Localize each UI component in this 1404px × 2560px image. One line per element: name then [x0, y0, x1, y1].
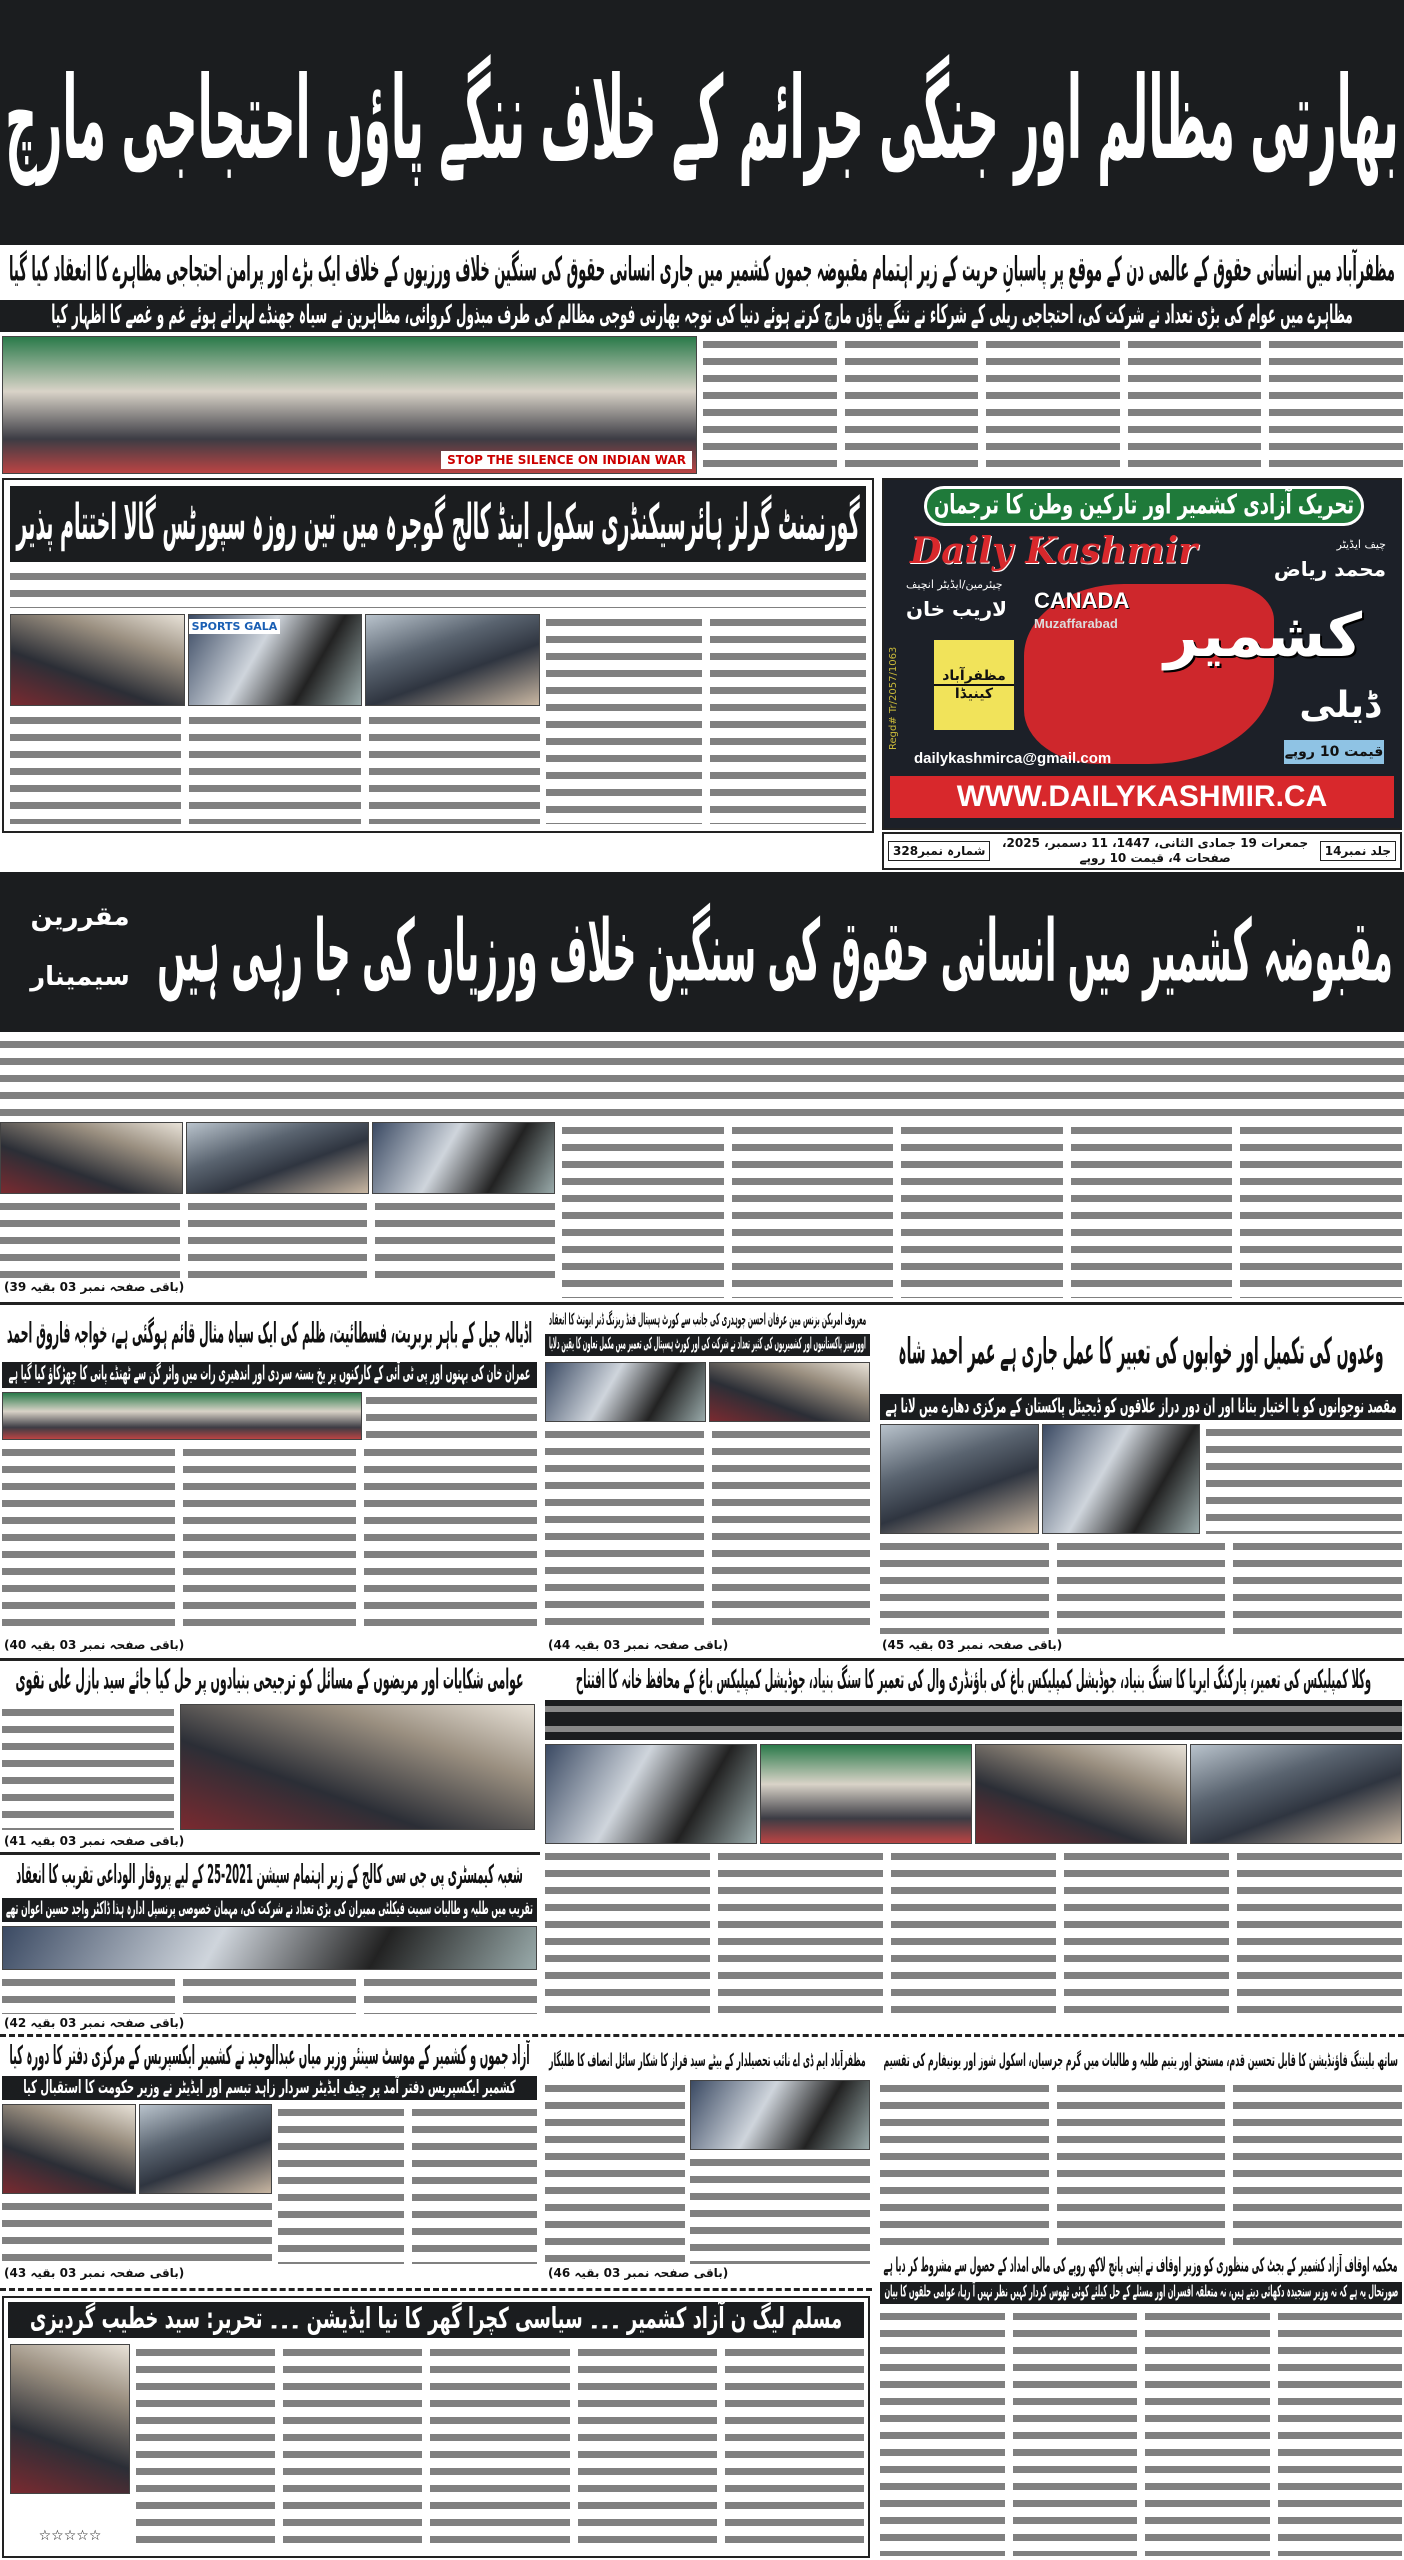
umar-photo — [880, 1424, 1039, 1534]
adiala-headline-text: اڈیالہ جیل کے باہر بربریت، فسطائیت، ظلم کی ایک سیاہ مثال قائم ہوگئی ہے، خواجہ فاروق احمد — [6, 1316, 533, 1351]
text-column — [703, 336, 837, 474]
text-column — [1057, 1538, 1226, 1634]
sports-photos — [10, 614, 540, 706]
seminar-headline-text: مقبوضہ کشمیر میں انسانی حقوق کی سنگین خلاف ورزیاں کی جا رہی ہیں — [157, 899, 1393, 1002]
auqaf-headline — [880, 2254, 1402, 2280]
text-column — [183, 1444, 356, 1634]
judicial-headline — [545, 1664, 1402, 1698]
health-photo — [180, 1704, 535, 1830]
text-column — [880, 2308, 1005, 2556]
text-column — [710, 614, 866, 824]
divider — [0, 2034, 1404, 2037]
text-column — [183, 1974, 356, 2014]
protest-photo — [2, 336, 697, 474]
chemistry-subhead — [2, 1898, 537, 1922]
text-column — [712, 1426, 871, 1634]
text-column — [1278, 2308, 1403, 2556]
lead-story-body — [703, 336, 1403, 474]
health-body — [2, 1704, 174, 1830]
column-headline-text: مسلم لیگ ن آزاد کشمیر ۔۔۔ سیاسی کچرا گھر کا نیا ایڈیشن ۔۔۔ تحریر: سید خطیب گردیزی — [29, 2302, 843, 2337]
text-column — [369, 712, 540, 824]
divider — [0, 1302, 1404, 1305]
chemistry-body — [2, 1974, 537, 2014]
sports-photo — [188, 614, 363, 706]
lead-subhead-2 — [0, 300, 1404, 332]
text-column — [0, 1198, 180, 1278]
chemistry-subhead-text: تقریب میں طلبہ و طالبات سمیت فیکلٹی ممبران کی بڑی تعداد نے شرکت کی، مہمان خصوصی پرنسپل ادارہ ہذا ڈاکٹر واجد حسین اعوان تھے — [6, 1898, 533, 1918]
text-column — [375, 1198, 555, 1278]
registration-number: Regd# Tr/2057/1063 — [888, 646, 899, 750]
text-column — [1013, 2308, 1138, 2556]
chairman-name: لاریب خان — [906, 597, 1008, 621]
seminar-continued: (باقی صفحہ نمبر 03 بقیہ 39) — [4, 1280, 185, 1294]
seminar-photo — [0, 1122, 183, 1194]
umar-photos — [880, 1424, 1200, 1534]
auqaf-subhead-text: صورتحال یہ ہے کہ نہ وزیر سنجیدہ دکھائی دیتے ہیں، نہ متعلقہ افسران اور مسئلے کے حل کیلئے کوئی ٹھوس کردار کہیں نظر نہیں آ رہا، عوامی حلقوں کا بیان — [884, 2282, 1398, 2301]
adiala-photo — [2, 1392, 362, 1440]
mda-headline-text: مظفرآباد ایم ڈی اے نائب تحصیلدار کے بیٹے سید فراز کا شکار سائل انصاف کا طلبگار — [549, 2050, 866, 2070]
masthead — [882, 478, 1402, 830]
text-column — [545, 1848, 710, 2018]
lead-subhead-2-text: مظاہرے میں عوام کی بڑی تعداد نے شرکت کی، احتجاجی ریلی کے شرکاء نے ننگے پاؤں مارچ کرتے ہوئے دنیا کی توجہ بھارتی فوجی مظالم کی طرف مبذول کروائی، مظاہرین نے سیاہ جھنڈے لہراتے ہوئے غم و غصے کا اظہار کیا — [51, 300, 1353, 330]
express-subhead-text: کشمیر ایکسپریس دفتر آمد پر چیف ایڈیٹر سردار زاہد تبسم اور ایڈیٹر نے وزیر حکومت کا استقبال کیا — [23, 2078, 516, 2098]
kort-photo — [545, 1362, 706, 1422]
chairman-label: چیئرمین/ایڈیٹر انچیف — [906, 578, 1003, 591]
column-stars: ☆☆☆☆☆ — [38, 2528, 102, 2544]
umar-subhead-text: مقصد نوجوانوں کو با اختیار بنانا اور ان دور دراز علاقوں کو ڈیجیٹل پاکستان کے مرکزی دھارے میں لانا ہے — [885, 1396, 1397, 1418]
lead-subhead-1 — [0, 248, 1404, 298]
umar-body-top — [1206, 1424, 1402, 1534]
seminar-body-lower — [0, 1198, 555, 1278]
text-column — [1064, 1848, 1229, 2018]
judicial-photo — [545, 1744, 757, 1844]
seminar-label-seminar: سیمینار — [30, 962, 130, 992]
text-column — [412, 2104, 538, 2264]
kort-photo — [709, 1362, 870, 1422]
chemistry-photo — [2, 1926, 537, 1970]
dateline — [882, 832, 1402, 870]
text-column — [901, 1122, 1063, 1298]
column-headline — [8, 2302, 864, 2338]
column-body — [136, 2344, 864, 2552]
text-column — [880, 2080, 1049, 2250]
adiala-subhead — [2, 1362, 537, 1388]
foundation-body — [880, 2080, 1402, 2250]
umar-body — [880, 1538, 1402, 1634]
text-column — [732, 1122, 894, 1298]
masthead-price: قیمت 10 روپے — [1284, 740, 1384, 764]
text-column — [880, 1538, 1049, 1634]
text-column — [1233, 1538, 1402, 1634]
foundation-headline — [880, 2050, 1402, 2074]
kort-continued: (باقی صفحہ نمبر 03 بقیہ 44) — [548, 1638, 729, 1652]
masthead-logo-ur: کشمیر — [1164, 601, 1362, 671]
volume-number: جلد نمبر14 — [1320, 841, 1396, 861]
judicial-photo — [760, 1744, 972, 1844]
judicial-body — [545, 1848, 1402, 2018]
text-column — [278, 2104, 404, 2264]
mda-body-lower — [690, 2154, 870, 2264]
judicial-subhead — [545, 1700, 1402, 1740]
masthead-website[interactable]: WWW.DAILYKASHMIR.CA — [890, 776, 1394, 818]
text-column — [578, 2344, 717, 2552]
text-column — [562, 1122, 724, 1298]
express-body — [278, 2104, 537, 2264]
seminar-headline — [150, 872, 1400, 1032]
text-column — [1233, 2080, 1402, 2250]
adiala-body-top — [366, 1392, 537, 1440]
express-body-lower — [2, 2198, 272, 2264]
divider — [0, 2288, 872, 2291]
kort-photos — [545, 1362, 870, 1422]
sports-banner: SPORTS GALA — [189, 619, 281, 634]
masthead-country: CANADA — [1034, 588, 1130, 613]
opinion-column — [2, 2296, 870, 2558]
editions-badge — [934, 640, 1014, 730]
text-column — [546, 614, 702, 824]
kort-subhead-text: اوورسیز پاکستانیوں اور کشمیریوں کی کثیر تعداد نے شرکت کی اور کورٹ ہسپتال کی تعمیر میں مکمل تعاون کا یقین دلایا — [549, 1334, 866, 1353]
health-headline-text: عوامی شکایات اور مریضوں کے مسائل کو ترجیحی بنیادوں پر حل کیا جائے سید بازل علی نقوی — [15, 1664, 524, 1696]
adiala-body — [2, 1444, 537, 1634]
text-column — [189, 712, 360, 824]
text-column — [545, 2080, 685, 2264]
text-column — [845, 336, 979, 474]
text-column — [10, 712, 181, 824]
lead-headline-text: بھارتی مظالم اور جنگی جرائم کے خلاف ننگے پاؤں احتجاجی مارچ — [5, 54, 1399, 187]
text-column — [2, 1974, 175, 2014]
text-column — [1057, 2080, 1226, 2250]
seminar-photos — [0, 1122, 555, 1194]
protest-banner: STOP THE SILENCE ON INDIAN WAR — [441, 451, 692, 469]
issue-number: شمارہ نمبر328 — [888, 841, 990, 861]
umar-headline — [880, 1320, 1402, 1390]
umar-photo — [1042, 1424, 1201, 1534]
chemistry-headline-text: شعبہ کیمسٹری پی جی سی کالج کے زیر اہتمام سیشن 2021-25 کے لیے پروقار الوداعی تقریب کا انعقاد — [16, 1861, 523, 1891]
adiala-headline — [2, 1310, 537, 1360]
text-column — [986, 336, 1120, 474]
text-column — [891, 1848, 1056, 2018]
chief-editor-label: چیف ایڈیٹر — [1336, 538, 1386, 551]
text-column — [1128, 336, 1262, 474]
express-photo — [2, 2104, 136, 2194]
text-column — [1240, 1122, 1402, 1298]
umar-continued: (باقی صفحہ نمبر 03 بقیہ 45) — [882, 1638, 1063, 1652]
seminar-body — [562, 1122, 1402, 1298]
masthead-logo-en: Daily Kashmir — [910, 530, 1198, 572]
umar-subhead — [880, 1394, 1402, 1420]
mda-continued: (باقی صفحہ نمبر 03 بقیہ 46) — [548, 2266, 729, 2280]
lead-headline — [0, 0, 1404, 245]
express-photos — [2, 2104, 272, 2194]
text-column — [283, 2344, 422, 2552]
mda-photo — [690, 2080, 870, 2150]
seminar-photo — [372, 1122, 555, 1194]
express-continued: (باقی صفحہ نمبر 03 بقیہ 43) — [4, 2266, 185, 2280]
text-column — [1237, 1848, 1402, 2018]
seminar-photo — [186, 1122, 369, 1194]
judicial-photo — [975, 1744, 1187, 1844]
chemistry-continued: (باقی صفحہ نمبر 03 بقیہ 42) — [4, 2016, 185, 2030]
divider — [0, 1852, 540, 1855]
judicial-photos — [545, 1744, 1402, 1844]
kort-headline — [545, 1310, 870, 1332]
divider — [0, 1658, 1404, 1661]
chief-editor-name: محمد ریاض — [1273, 557, 1386, 581]
sports-body — [546, 614, 866, 824]
sports-headline — [10, 486, 866, 562]
edition-1: مظفرآباد — [942, 668, 1006, 684]
text-column — [1145, 2308, 1270, 2556]
text-column — [364, 1444, 537, 1634]
sports-headline-text: گورنمنٹ گرلز ہائرسیکنڈری سکول اینڈ کالج گوجرہ میں تین روزہ سپورٹس گالا اختتام پذیر — [16, 494, 860, 552]
seminar-headline-band — [0, 872, 1404, 1032]
masthead-logo-ur-daily: ڈیلی — [1299, 685, 1380, 726]
kort-headline-text: معروف امریکن بزنس مین عرفان احسن چوہدری کی جانب سے کورٹ ہسپتال فنڈ ریزنگ ڈنر ایونٹ کا انعقاد — [548, 1310, 867, 1329]
text-column — [364, 1974, 537, 2014]
foundation-headline-text: ساتھ بلیننگ فاؤنڈیشن کا قابل تحسین قدم، مستحق اور یتیم طلبہ و طالبات میں گرم جرسیاں، اسکول شوز اور یونیفارم کی تقسیم — [883, 2050, 1399, 2070]
sports-photo — [365, 614, 540, 706]
masthead-slogan — [924, 486, 1364, 526]
text-column — [2, 1444, 175, 1634]
sports-body-lower — [10, 712, 540, 824]
express-photo — [139, 2104, 273, 2194]
text-column — [725, 2344, 864, 2552]
author-photo — [10, 2344, 130, 2494]
express-headline — [2, 2040, 537, 2074]
text-column — [188, 1198, 368, 1278]
chemistry-headline — [2, 1856, 537, 1896]
health-headline — [2, 1664, 537, 1698]
kort-body — [545, 1426, 870, 1634]
judicial-photo — [1190, 1744, 1402, 1844]
text-column — [136, 2344, 275, 2552]
issue-date: جمعرات 19 جمادی الثانی، 1447، 11 دسمبر، 2025، صفحات 4، قیمت 10 روپے — [1001, 836, 1309, 865]
text-column — [1071, 1122, 1233, 1298]
kort-subhead — [545, 1334, 870, 1356]
judicial-headline-text: وکلا کمپلیکس کی تعمیر، پارکنگ ایریا کا سنگ بنیاد، جوڈیشل کمپلیکس باغ کی باؤنڈری وال کی تعمیر کا سنگ بنیاد، جوڈیشل کمپلیکس باغ کے محافظ خانہ کا افتتاح — [575, 1666, 1372, 1696]
masthead-city: Muzaffarabad — [1034, 616, 1118, 631]
express-subhead — [2, 2076, 537, 2100]
edition-2: کینیڈا — [934, 684, 1014, 702]
auqaf-body — [880, 2308, 1402, 2556]
text-column — [718, 1848, 883, 2018]
health-continued: (باقی صفحہ نمبر 03 بقیہ 41) — [4, 1834, 185, 1848]
auqaf-headline-text: محکمہ اوقاف آزاد کشمیر کے بجٹ کی منظوری کو وزیر اوقاف نے اپنی پانچ لاکھ روپے کی مالی امداد کے حصول سے مشروط کر دیا ہے — [883, 2254, 1399, 2276]
adiala-subhead-text: عمران خان کی بہنوں اور پی ٹی آئی کے کارکنوں پر یخ بستہ سردی اور اندھیری رات میں واٹر گن سے ٹھنڈے پانی کا چھڑکاؤ کیا گیا ہے — [8, 1362, 531, 1384]
mda-body — [545, 2080, 685, 2264]
seminar-intro — [0, 1036, 1404, 1116]
masthead-slogan-text: تحریک آزادی کشمیر اور تارکین وطن کا ترجمان — [933, 489, 1355, 522]
sports-intro — [10, 568, 866, 608]
text-column — [545, 1426, 704, 1634]
text-column — [430, 2344, 569, 2552]
umar-headline-text: وعدوں کی تکمیل اور خوابوں کی تعبیر کا عمل جاری ہے عمر احمد شاہ — [898, 1332, 1384, 1374]
masthead-email[interactable]: dailykashmirca@gmail.com — [914, 750, 1112, 767]
seminar-label-speakers: مقررین — [30, 902, 130, 932]
mda-headline — [545, 2050, 870, 2074]
text-column — [1269, 336, 1403, 474]
adiala-continued: (باقی صفحہ نمبر 03 بقیہ 40) — [4, 1638, 185, 1652]
sports-story — [2, 478, 874, 833]
express-headline-text: آزاد جموں و کشمیر کے موسٹ سینئر وزیر میاں عبدالوحید نے کشمیر ایکسپریس کے مرکزی دفتر کا دورہ کیا — [9, 2042, 530, 2072]
lead-subhead-1-text: مظفرآباد میں انسانی حقوق کے عالمی دن کے موقع پر پاسبانِ حریت کے زیر اہتمام مقبوضہ جموں کشمیر میں جاری انسانی حقوق کی سنگین خلاف ورزیوں کے خلاف ایک بڑے اور پرامن احتجاجی مظاہرے کا انعقاد کیا گیا — [9, 251, 1395, 291]
auqaf-subhead — [880, 2282, 1402, 2304]
sports-photo — [10, 614, 185, 706]
